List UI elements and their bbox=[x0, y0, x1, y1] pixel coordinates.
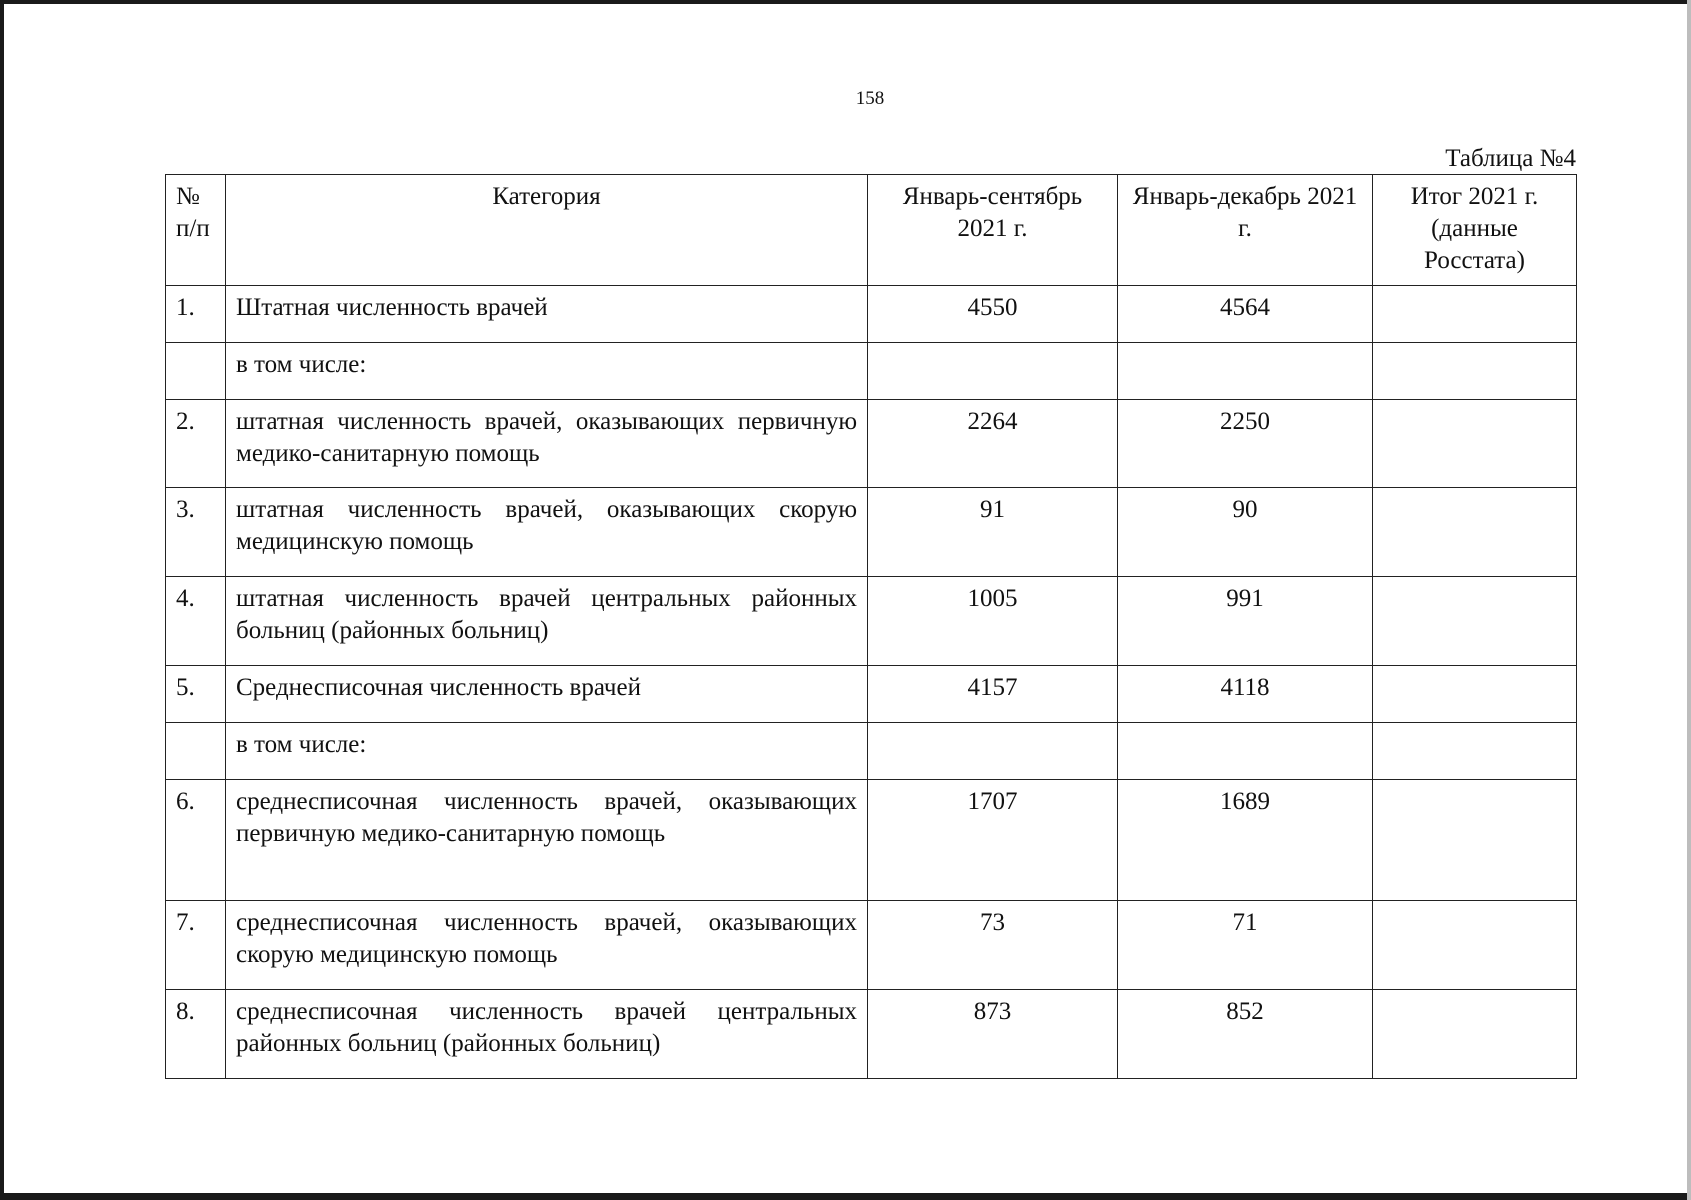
row-value-jan-dec: 852 bbox=[1118, 990, 1373, 1079]
row-number: 7. bbox=[166, 901, 226, 990]
row-category: среднесписочная численность врачей, оказывающих скорую медицинскую помощь bbox=[226, 901, 868, 990]
row-value-jan-dec: 2250 bbox=[1118, 400, 1373, 488]
row-value-jan-dec: 71 bbox=[1118, 901, 1373, 990]
table-row bbox=[166, 343, 1577, 400]
row-value-total bbox=[1373, 488, 1577, 577]
row-value-jan-sep bbox=[868, 723, 1118, 780]
row-number bbox=[166, 343, 226, 400]
row-value-jan-sep: 1005 bbox=[868, 577, 1118, 666]
table-row bbox=[166, 901, 1577, 990]
row-value-jan-sep: 2264 bbox=[868, 400, 1118, 488]
column-header-jan-sep: Январь-сентябрь 2021 г. bbox=[868, 175, 1118, 286]
row-category: среднесписочная численность врачей центральных районных больниц (районных больниц) bbox=[226, 990, 868, 1079]
table-row bbox=[166, 286, 1577, 343]
row-number: 6. bbox=[166, 780, 226, 901]
row-value-jan-sep: 1707 bbox=[868, 780, 1118, 901]
row-category: Среднесписочная численность врачей bbox=[226, 666, 868, 723]
staffing-table bbox=[165, 174, 1577, 1079]
table-row bbox=[166, 666, 1577, 723]
row-value-total bbox=[1373, 577, 1577, 666]
row-category: в том числе: bbox=[226, 723, 868, 780]
row-category: штатная численность врачей центральных районных больниц (районных больниц) bbox=[226, 577, 868, 666]
column-header-category: Категория bbox=[226, 175, 868, 286]
row-number: 5. bbox=[166, 666, 226, 723]
column-header-jan-dec: Январь-декабрь 2021 г. bbox=[1118, 175, 1373, 286]
page-border-bottom bbox=[0, 1193, 1691, 1200]
table-row bbox=[166, 780, 1577, 901]
row-value-total bbox=[1373, 286, 1577, 343]
page-border-top bbox=[0, 0, 1691, 4]
row-value-jan-dec bbox=[1118, 343, 1373, 400]
table-row bbox=[166, 723, 1577, 780]
row-number: 2. bbox=[166, 400, 226, 488]
row-value-total bbox=[1373, 400, 1577, 488]
table-row bbox=[166, 488, 1577, 577]
row-value-jan-dec bbox=[1118, 723, 1373, 780]
row-value-total bbox=[1373, 666, 1577, 723]
row-number: 8. bbox=[166, 990, 226, 1079]
row-value-jan-sep: 4157 bbox=[868, 666, 1118, 723]
page-border-left bbox=[0, 0, 4, 1200]
row-category: Штатная численность врачей bbox=[226, 286, 868, 343]
row-value-total bbox=[1373, 780, 1577, 901]
table-row bbox=[166, 400, 1577, 488]
row-category: штатная численность врачей, оказывающих скорую медицинскую помощь bbox=[226, 488, 868, 577]
row-value-jan-dec: 991 bbox=[1118, 577, 1373, 666]
page-number: 158 bbox=[855, 88, 885, 109]
table-caption: Таблица №4 bbox=[1445, 145, 1576, 172]
row-number: 1. bbox=[166, 286, 226, 343]
row-number bbox=[166, 723, 226, 780]
row-number: 3. bbox=[166, 488, 226, 577]
column-header-num: № п/п bbox=[166, 175, 226, 286]
row-value-total bbox=[1373, 901, 1577, 990]
table-row bbox=[166, 990, 1577, 1079]
row-value-jan-dec: 1689 bbox=[1118, 780, 1373, 901]
row-value-jan-dec: 90 bbox=[1118, 488, 1373, 577]
row-value-jan-sep: 73 bbox=[868, 901, 1118, 990]
table-header-row bbox=[166, 175, 1577, 286]
row-category: среднесписочная численность врачей, оказывающих первичную медико-санитарную помощь bbox=[226, 780, 868, 901]
column-header-total: Итог 2021 г. (данные Росстата) bbox=[1373, 175, 1577, 286]
row-category: в том числе: bbox=[226, 343, 868, 400]
row-value-total bbox=[1373, 723, 1577, 780]
row-value-jan-sep: 873 bbox=[868, 990, 1118, 1079]
row-value-total bbox=[1373, 343, 1577, 400]
row-value-jan-dec: 4118 bbox=[1118, 666, 1373, 723]
row-value-jan-sep: 4550 bbox=[868, 286, 1118, 343]
table-row bbox=[166, 577, 1577, 666]
page-border-right bbox=[1687, 0, 1691, 1200]
row-value-total bbox=[1373, 990, 1577, 1079]
row-category: штатная численность врачей, оказывающих первичную медико-санитарную помощь bbox=[226, 400, 868, 488]
row-value-jan-sep bbox=[868, 343, 1118, 400]
row-value-jan-sep: 91 bbox=[868, 488, 1118, 577]
row-value-jan-dec: 4564 bbox=[1118, 286, 1373, 343]
row-number: 4. bbox=[166, 577, 226, 666]
